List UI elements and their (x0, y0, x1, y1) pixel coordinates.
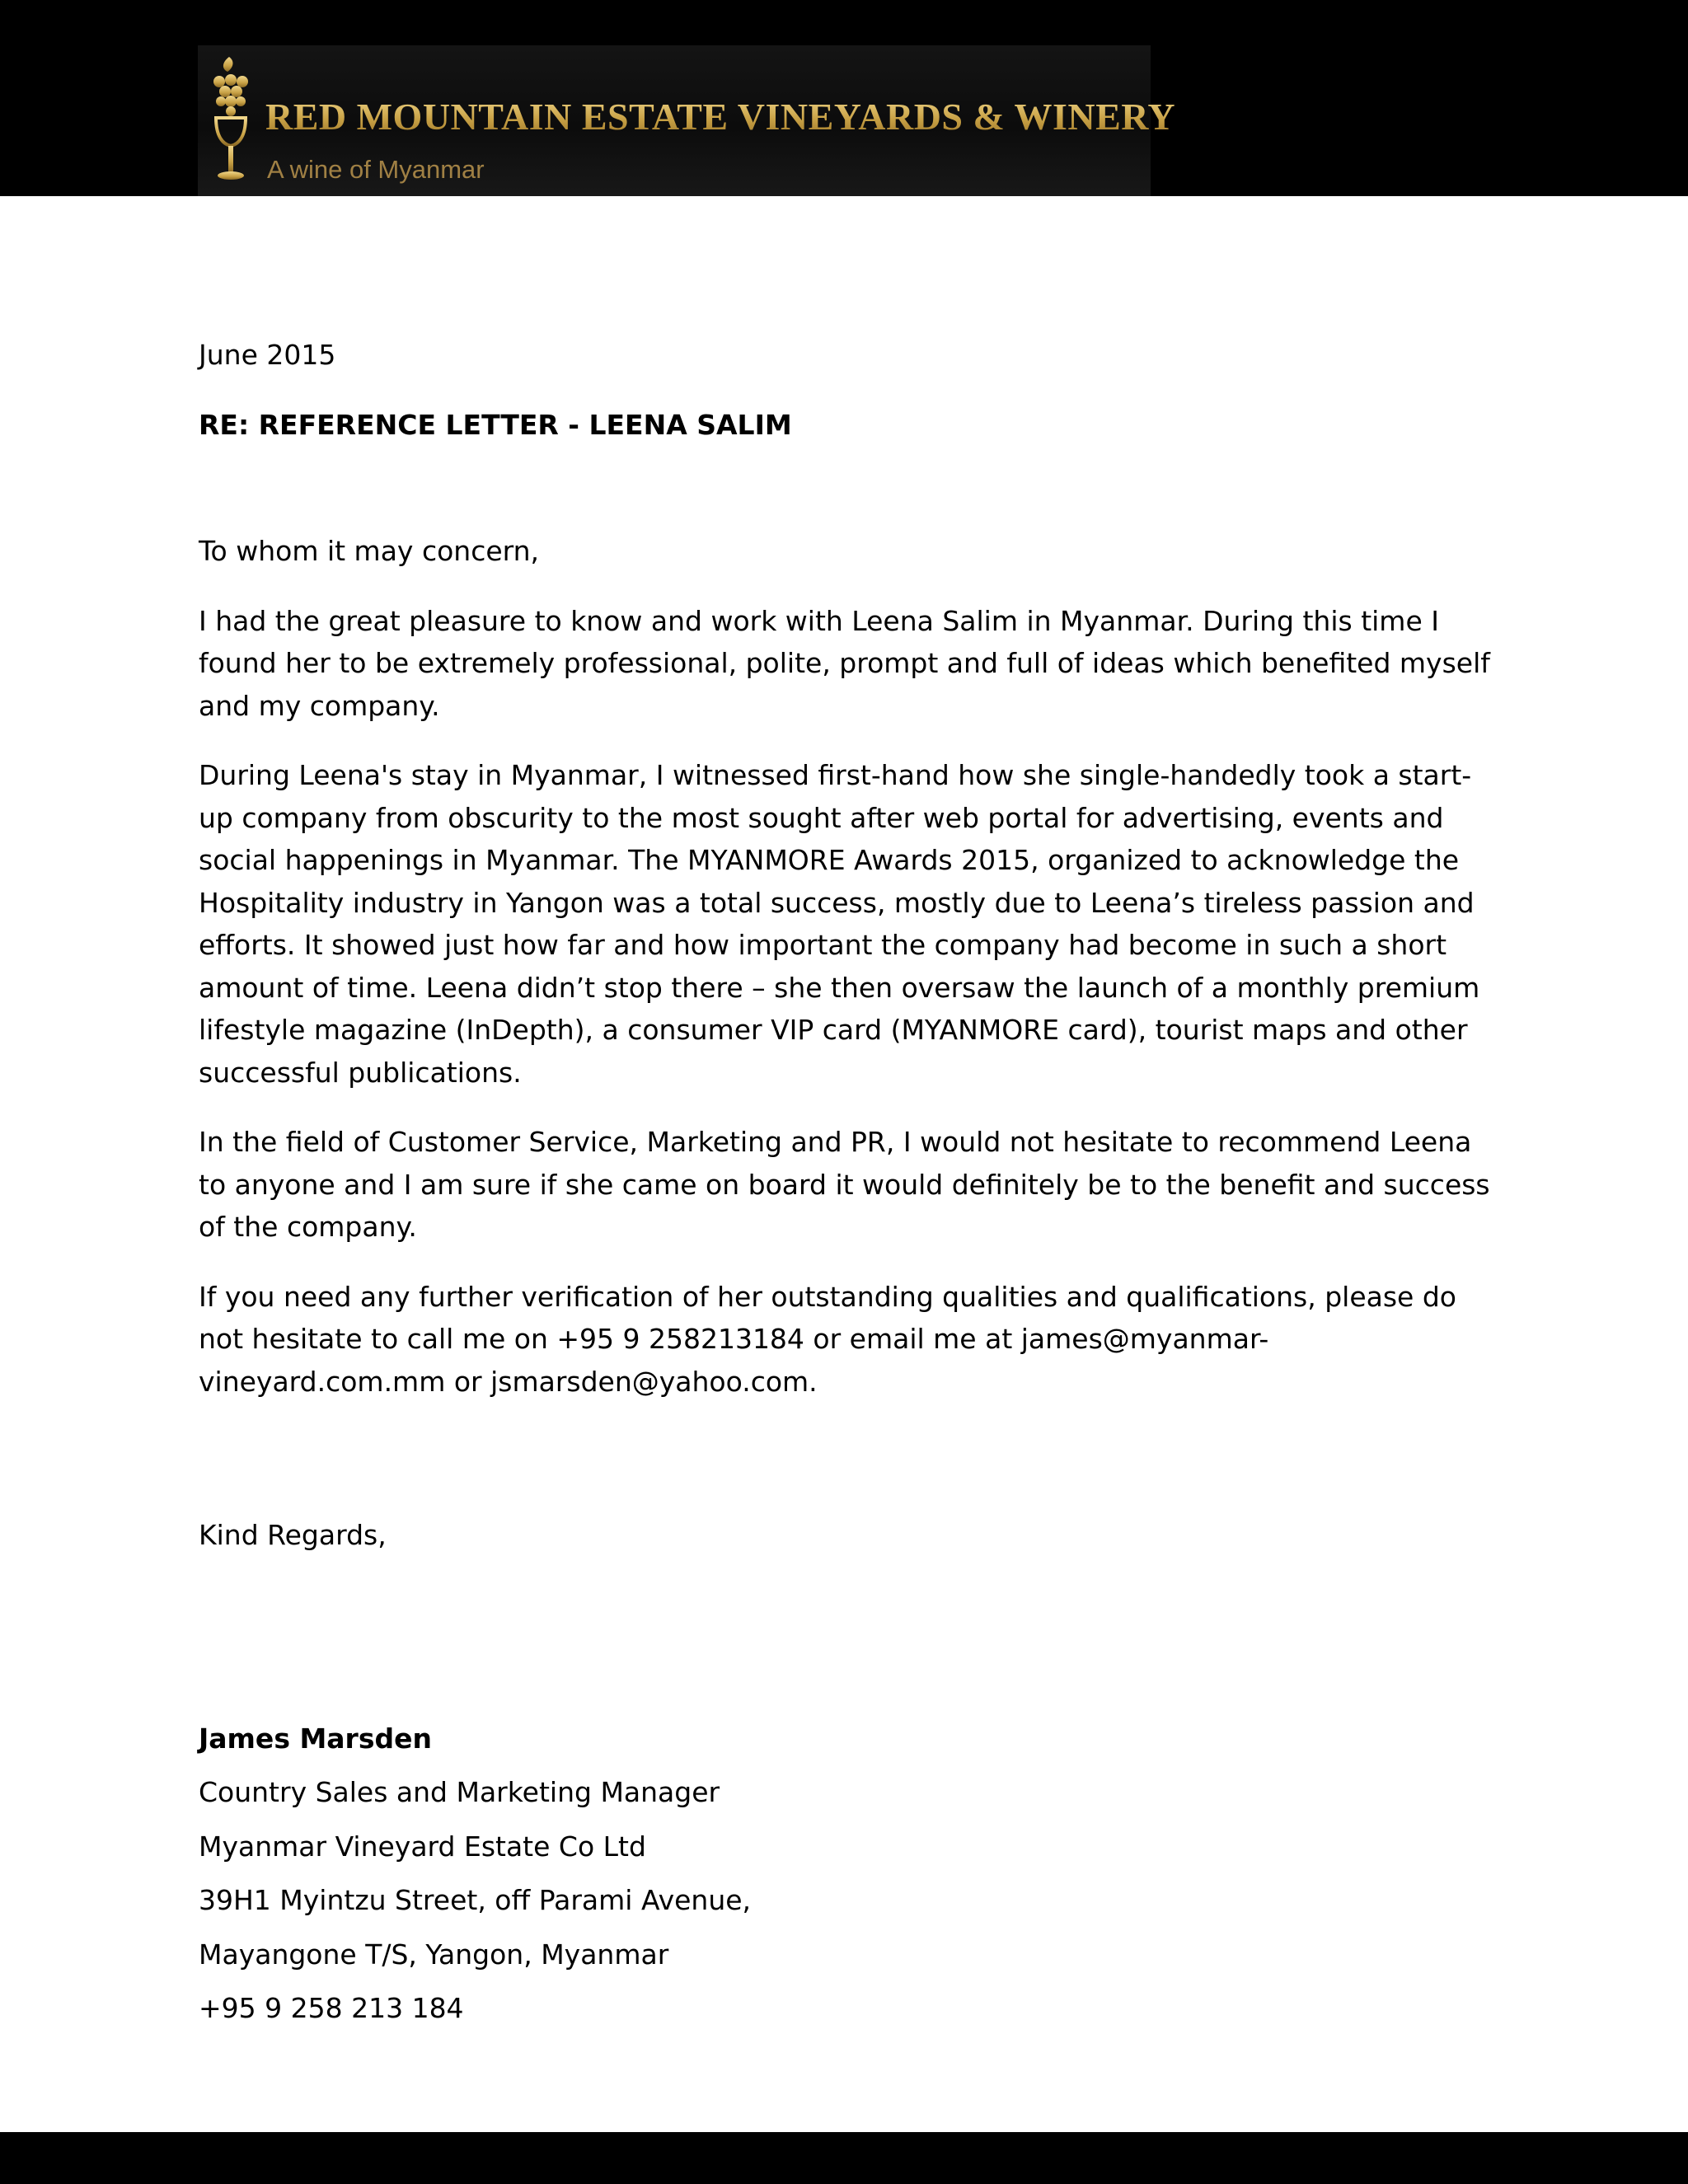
signatory-name: James Marsden (199, 1722, 432, 1755)
signature-block (199, 1718, 1501, 2030)
letter-paragraph: In the field of Customer Service, Marketing and PR, I would not hesitate to recommend Leena to anyone and I am sure if she came on board it would definitely be to the benefit and success of the company. (199, 1126, 1490, 1243)
signatory-company: Myanmar Vineyard Estate Co Ltd (199, 1830, 646, 1863)
signatory-phone: +95 9 258 213 184 (199, 1992, 464, 2024)
logo (198, 45, 1176, 196)
brand-name: RED MOUNTAIN ESTATE VINEYARDS & WINERY (265, 96, 1176, 138)
letter-subject: RE: REFERENCE LETTER - LEENA SALIM (199, 408, 792, 441)
brand-tagline: A wine of Myanmar (267, 155, 485, 184)
letter-greeting: To whom it may concern, (199, 535, 540, 567)
grape-glass-icon (204, 54, 254, 185)
signatory-address-line: Mayangone T/S, Yangon, Myanmar (199, 1938, 669, 1971)
signatory-address-line: 39H1 Myintzu Street, off Parami Avenue, (199, 1884, 752, 1916)
letter-paragraph: During Leena's stay in Myanmar, I witnessed first-hand how she single-handedly took a start-up company from obscurity to the most sought after web portal for advertising, events and social happenings in Myanmar. The MYANMORE Awards 2015, organized to acknowledge the Hospitality industry in Yangon was a total success, mostly due to Leena’s tireless passion and efforts. It showed just how far and how important the company had become in such a short amount of time. Leena didn’t stop there – she then oversaw the launch of a monthly premium lifestyle magazine (InDepth), a consumer VIP card (MYANMORE card), tourist maps and other successful publications. (199, 759, 1480, 1089)
letter-closing: Kind Regards, (199, 1519, 387, 1551)
footer-banner (0, 2132, 1688, 2184)
signatory-title: Country Sales and Marketing Manager (199, 1776, 720, 1808)
letter-paragraph: If you need any further verification of her outstanding qualities and qualifications, please do not hesitate to call me on +95 9 258213184 or email me at james@myanmar-vineyard.com.mm or jsmarsden@yahoo.com. (199, 1280, 1456, 1398)
letterhead-banner (0, 0, 1688, 196)
letter-body (199, 334, 1501, 2041)
letter-date: June 2015 (199, 339, 336, 371)
letter-paragraph: I had the great pleasure to know and work with Leena Salim in Myanmar. During this time I found her to be extremely professional, polite, prompt and full of ideas which benefited myself and my company. (199, 604, 1490, 722)
